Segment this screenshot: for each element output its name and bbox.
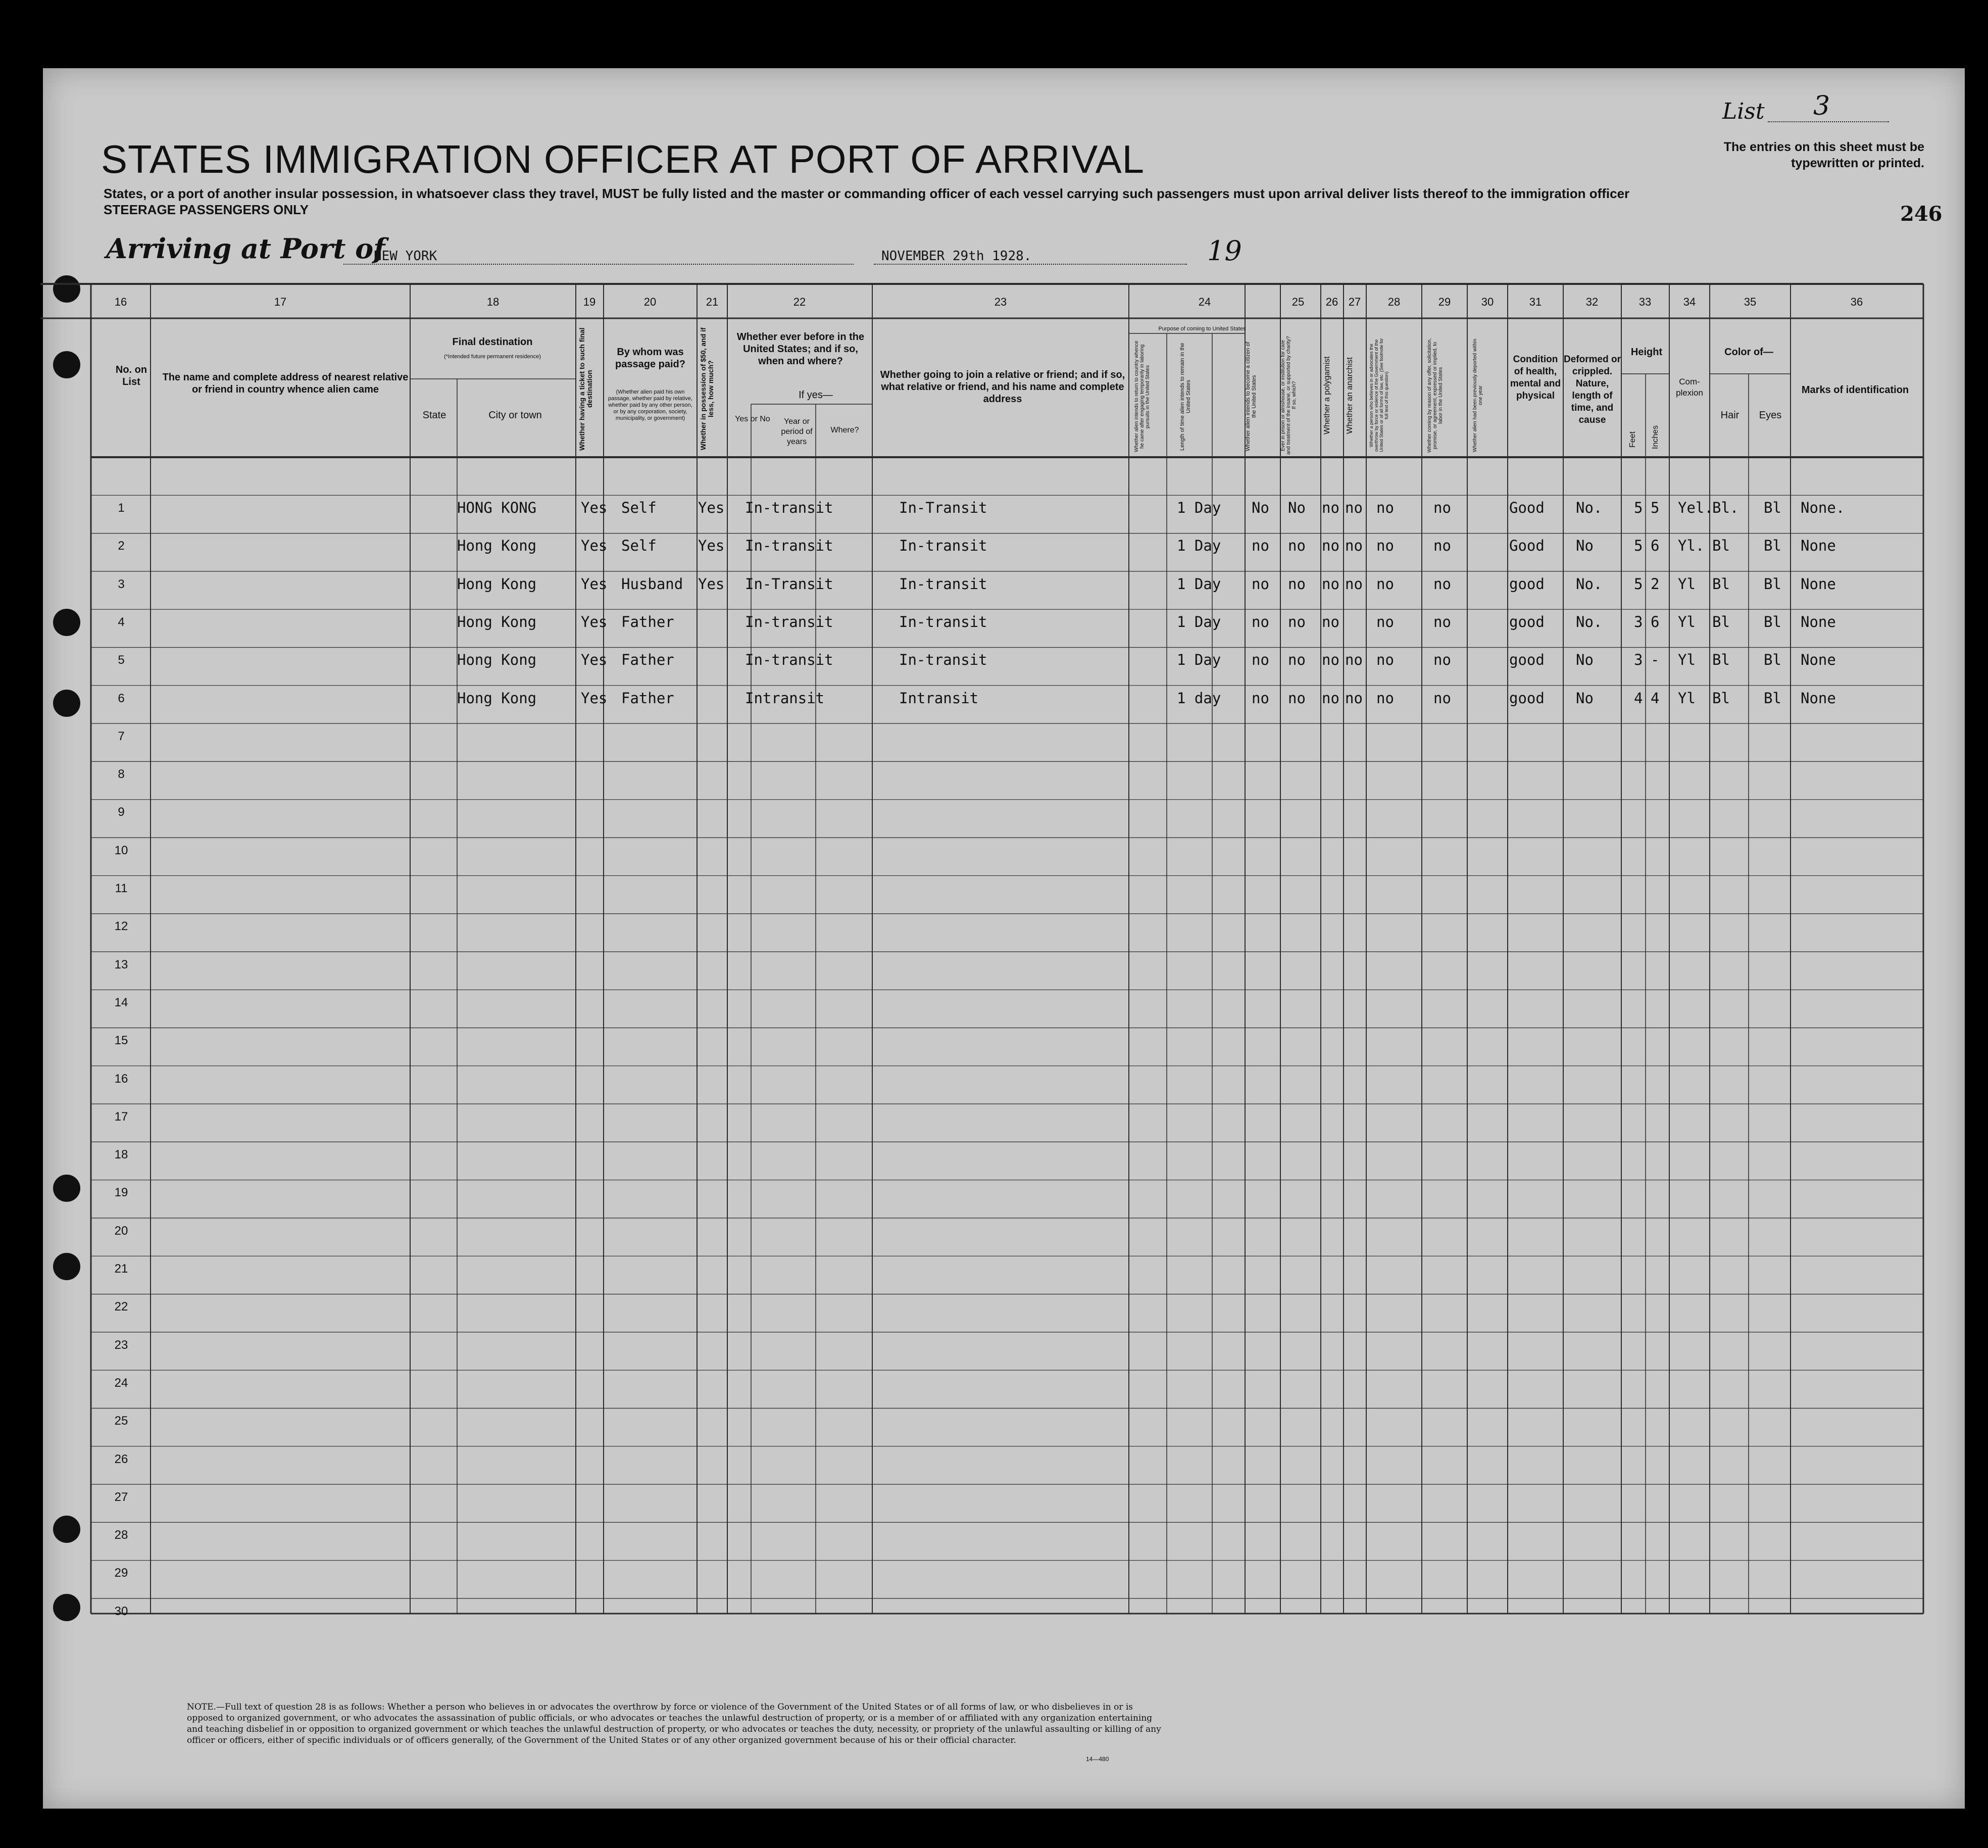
cell-marks: None: [1801, 575, 1836, 593]
cell-deformed: No.: [1576, 575, 1603, 593]
cell-eyes: Bl: [1764, 613, 1781, 630]
column-number: 20: [643, 296, 657, 308]
year-suffix: 19: [1207, 235, 1242, 267]
cell-city: Hong Kong: [457, 613, 537, 630]
cell-feet: 4: [1634, 689, 1643, 707]
cell-feet: 5: [1634, 575, 1643, 593]
cell-before: In-transit: [745, 651, 833, 669]
header-complexion: Com-plexion: [1676, 377, 1703, 398]
cell-citizen: no: [1252, 689, 1269, 707]
row-number: 26: [114, 1452, 128, 1466]
header-deformed: Deformed or crippled. Nature, length of time, and cause: [1564, 354, 1621, 425]
cell-before: In-Transit: [745, 575, 833, 593]
cell-city: Hong Kong: [457, 537, 537, 555]
cell-join: In-transit: [899, 537, 987, 555]
cell-condition: good: [1509, 689, 1545, 707]
cell-city: HONG KONG: [457, 499, 537, 516]
cell-paid: Self: [621, 537, 657, 555]
cell-complexion: Yl: [1678, 651, 1696, 669]
cell-join: Intransit: [899, 689, 979, 707]
header-passage-paid: By whom was passage paid?: [615, 347, 685, 370]
cell-deformed: No.: [1576, 613, 1603, 630]
header-overthrow: Whether a person who believes in or advocates the overthrow by force or violence of the Government of the United States or of all forms of law, etc. (See footnote for full text of this question): [1369, 338, 1389, 453]
header-prison: Ever in prison or almshouse, or institution for care and treatment of the insane, or supported by charity? If so, which?: [1280, 336, 1297, 455]
row-number: 18: [114, 1148, 128, 1162]
port-value: NEW YORK: [374, 249, 437, 264]
row-number: 7: [118, 729, 125, 743]
cell-inches: -: [1651, 651, 1660, 669]
column-number: 30: [1481, 296, 1494, 308]
cell-feet: 3: [1634, 651, 1643, 669]
cell-hair: Bl: [1712, 537, 1730, 555]
cell-paid: Husband: [621, 575, 683, 593]
header-final-destination: Final destination: [452, 336, 533, 348]
cell-prison: no: [1288, 651, 1306, 669]
row-number: 30: [114, 1604, 128, 1618]
cell-marks: None: [1801, 651, 1836, 669]
row-number: 29: [114, 1566, 128, 1580]
cell-fifty: Yes: [698, 575, 725, 593]
cell-city: Hong Kong: [457, 689, 537, 707]
cell-prison: No: [1288, 499, 1306, 516]
header-anarchist: Whether an anarchist: [1346, 357, 1354, 434]
cell-inches: 2: [1651, 575, 1660, 593]
row-number: 16: [114, 1072, 128, 1086]
header-color-of: Color of—: [1724, 347, 1773, 358]
header-deported: Whether alien had been previously deported within one year: [1472, 338, 1483, 452]
form-number: 14—480: [1086, 1756, 1109, 1763]
row-number: 24: [114, 1376, 128, 1390]
cell-poly: no: [1322, 689, 1339, 707]
header-condition: Condition of health, mental and physical: [1510, 354, 1561, 401]
cell-inches: 6: [1651, 613, 1660, 630]
cell-paid: Father: [621, 613, 674, 630]
column-number: 33: [1638, 296, 1652, 308]
cell-length: 1 Day: [1177, 537, 1221, 555]
cell-length: 1 Day: [1177, 651, 1221, 669]
row-number: 28: [114, 1528, 128, 1542]
cell-deformed: No: [1576, 651, 1594, 669]
cell-anarch: no: [1345, 689, 1363, 707]
cell-hair: Bl.: [1712, 499, 1739, 516]
cell-contract: no: [1433, 537, 1451, 555]
cell-deformed: No.: [1576, 499, 1603, 516]
row-number: 19: [114, 1186, 128, 1200]
cell-ticket: Yes: [581, 499, 608, 516]
row-number: 17: [114, 1109, 128, 1124]
row-number: 2: [118, 539, 125, 553]
cell-overthrow: no: [1376, 689, 1394, 707]
cell-contract: no: [1433, 613, 1451, 630]
cell-citizen: no: [1252, 651, 1269, 669]
cell-condition: good: [1509, 651, 1545, 669]
cell-poly: no: [1322, 537, 1339, 555]
row-number: 12: [114, 919, 128, 934]
arriving-label: Arriving at Port of: [106, 232, 385, 265]
header-citizen-intent: Whether alien intends to become a citizen of the United States: [1245, 342, 1257, 452]
cell-complexion: Yl: [1678, 575, 1696, 593]
cell-poly: no: [1322, 651, 1339, 669]
cell-contract: no: [1433, 499, 1451, 516]
header-length-of-time: Length of time alien intends to remain in the United States: [1179, 343, 1191, 451]
column-number: 31: [1529, 296, 1542, 308]
cell-inches: 5: [1651, 499, 1660, 516]
cell-city: Hong Kong: [457, 651, 537, 669]
cell-length: 1 Day: [1177, 575, 1221, 593]
header-contract: Whether coming by reason of any offer, solicitation, promise, or agreement, expressed or implied, to labor in the United States: [1427, 338, 1444, 453]
cell-inches: 4: [1651, 689, 1660, 707]
cell-ticket: Yes: [581, 613, 608, 630]
cell-join: In-transit: [899, 575, 987, 593]
row-number: 5: [118, 653, 125, 667]
cell-marks: None.: [1801, 499, 1845, 516]
cell-overthrow: no: [1376, 537, 1394, 555]
cell-join: In-transit: [899, 651, 987, 669]
column-number: 34: [1683, 296, 1696, 308]
header-eyes: Eyes: [1759, 410, 1782, 421]
cell-citizen: no: [1252, 613, 1269, 630]
steerage-label: STEERAGE PASSENGERS ONLY: [104, 202, 309, 217]
header-yes-or-no: Yes or No: [735, 415, 770, 423]
cell-condition: Good: [1509, 537, 1545, 555]
cell-marks: None: [1801, 613, 1836, 630]
row-number: 6: [118, 691, 125, 705]
row-number: 21: [114, 1262, 128, 1276]
page-number: 246: [1900, 202, 1943, 226]
cell-inches: 6: [1651, 537, 1660, 555]
header-hair: Hair: [1720, 410, 1740, 421]
header-purpose: Purpose of coming to United States: [1158, 326, 1246, 332]
header-inches: Inches: [1651, 425, 1660, 449]
cell-eyes: Bl: [1764, 689, 1781, 707]
cell-anarch: no: [1345, 651, 1363, 669]
cell-paid: Father: [621, 689, 674, 707]
column-number: 26: [1325, 296, 1338, 308]
header-relative-address: The name and complete address of nearest relative or friend in country whence alien came: [162, 372, 409, 395]
header-before-in-us: Whether ever before in the United States; and if so, when and where?: [736, 331, 865, 367]
footnote: NOTE.—Full text of question 28 is as follows: Whether a person who believes in or advocates the overthrow by force or violence of the Government of the United States or of all forms of law, or who disbelieves in or is opposed to organized government, or who advocates the assassination of public officials, or who advocates or teaches the unlawful destruction of property, or is a member of or affiliated with any organization entertaining and teaching disbelief in or opposition to organized government or which teaches the unlawful destruction of property, or who advocates or teaches the duty, necessity, or propriety of the unlawful assaulting or killing of any officer or officers, either of specific individuals or of officers generally, of the Government of the United States or of any other organized government because of his or their official character.: [187, 1702, 1161, 1745]
cell-hair: Bl: [1712, 689, 1730, 707]
cell-overthrow: no: [1376, 499, 1394, 516]
list-label: List: [1722, 99, 1765, 124]
column-number: 21: [706, 296, 719, 308]
row-number: 23: [114, 1338, 128, 1352]
header-height: Height: [1630, 347, 1663, 358]
cell-fifty: Yes: [698, 537, 725, 555]
header-purpose-return: Whether alien intends to return to country whence he came after engaging temporarily in laboring pursuits in the United States: [1134, 341, 1151, 453]
cell-length: 1 Day: [1177, 613, 1221, 630]
cell-contract: no: [1433, 575, 1451, 593]
column-number: 29: [1438, 296, 1451, 308]
header-city: City or town: [488, 410, 542, 421]
cell-overthrow: no: [1376, 613, 1394, 630]
row-number: 25: [114, 1414, 128, 1428]
row-number: 3: [118, 577, 125, 591]
column-number: 32: [1585, 296, 1599, 308]
header-no-on-list: No. on List: [115, 364, 147, 387]
cell-paid: Father: [621, 651, 674, 669]
cell-feet: 5: [1634, 499, 1643, 516]
cell-ticket: Yes: [581, 537, 608, 555]
cell-city: Hong Kong: [457, 575, 537, 593]
header-joining-relative: Whether going to join a relative or friend; and if so, what relative or friend, and his name and complete address: [880, 369, 1125, 405]
cell-before: In-transit: [745, 537, 833, 555]
header-marks: Marks of identification: [1801, 384, 1909, 396]
cell-poly: no: [1322, 575, 1339, 593]
column-number: 23: [994, 296, 1007, 308]
cell-contract: no: [1433, 689, 1451, 707]
header-if-yes: If yes—: [799, 390, 833, 401]
cell-eyes: Bl: [1764, 575, 1781, 593]
header-polygamist: Whether a polygamist: [1323, 356, 1331, 434]
row-number: 4: [118, 615, 125, 629]
date-value: NOVEMBER 29th 1928.: [881, 249, 1032, 264]
row-number: 13: [114, 957, 128, 971]
cell-overthrow: no: [1376, 651, 1394, 669]
header-where: Where?: [830, 426, 859, 434]
cell-hair: Bl: [1712, 575, 1730, 593]
row-number: 15: [114, 1034, 128, 1048]
cell-complexion: Yl.: [1678, 537, 1705, 555]
row-number: 27: [114, 1490, 128, 1504]
cell-complexion: Yel.: [1678, 499, 1713, 516]
cell-anarch: no: [1345, 575, 1363, 593]
header-ticket: Whether having a ticket to such final destination: [578, 327, 593, 451]
cell-prison: no: [1288, 537, 1306, 555]
cell-marks: None: [1801, 689, 1836, 707]
cell-before: Intransit: [745, 689, 825, 707]
cell-ticket: Yes: [581, 651, 608, 669]
cell-poly: no: [1322, 613, 1339, 630]
cell-eyes: Bl: [1764, 499, 1781, 516]
column-number: 22: [793, 296, 806, 308]
cell-prison: no: [1288, 613, 1306, 630]
cell-eyes: Bl: [1764, 651, 1781, 669]
page-title: STATES IMMIGRATION OFFICER AT PORT OF ARRIVAL: [101, 137, 1145, 181]
cell-anarch: no: [1345, 499, 1363, 516]
page-subtitle: States, or a port of another insular possession, in whatsoever class they travel, MUST be fully listed and the master or commanding officer of each vessel carrying such passengers must upon arrival deliver lists thereof to the immigration officer: [104, 186, 1630, 201]
column-number: 36: [1850, 296, 1863, 308]
cell-prison: no: [1288, 689, 1306, 707]
cell-complexion: Yl: [1678, 613, 1696, 630]
header-year-period: Year or period of years: [781, 417, 813, 446]
column-number: 28: [1387, 296, 1401, 308]
column-number: 25: [1291, 296, 1305, 308]
cell-feet: 5: [1634, 537, 1643, 555]
header-passage-paid-note: (Whether alien paid his own passage, whether paid by relative, whether paid by any other person, or by any corporation, society, municipality, or government): [608, 389, 692, 421]
cell-before: In-transit: [745, 613, 833, 630]
cell-condition: Good: [1509, 499, 1545, 516]
cell-paid: Self: [621, 499, 657, 516]
cell-join: In-transit: [899, 613, 987, 630]
cell-ticket: Yes: [581, 689, 608, 707]
header-fifty-dollars: Whether in possession of $50, and if less, how much?: [699, 327, 715, 451]
entries-note: The entries on this sheet must be typewritten or printed.: [1723, 140, 1924, 170]
column-number: 16: [114, 296, 127, 308]
column-number: 19: [583, 296, 596, 308]
cell-contract: no: [1433, 651, 1451, 669]
cell-citizen: No: [1252, 499, 1269, 516]
row-number: 9: [118, 805, 125, 819]
cell-citizen: no: [1252, 537, 1269, 555]
cell-before: In-transit: [745, 499, 833, 516]
cell-citizen: no: [1252, 575, 1269, 593]
cell-overthrow: no: [1376, 575, 1394, 593]
cell-condition: good: [1509, 575, 1545, 593]
column-number: 35: [1744, 296, 1757, 308]
cell-poly: no: [1322, 499, 1339, 516]
cell-ticket: Yes: [581, 575, 608, 593]
cell-length: 1 Day: [1177, 499, 1221, 516]
row-number: 20: [114, 1224, 128, 1238]
cell-deformed: No: [1576, 537, 1594, 555]
cell-hair: Bl: [1712, 651, 1730, 669]
cell-eyes: Bl: [1764, 537, 1781, 555]
cell-length: 1 day: [1177, 689, 1221, 707]
header-state: State: [422, 410, 446, 421]
row-number: 11: [115, 882, 128, 895]
header-final-destination-note: (*Intended future permanent residence): [443, 354, 541, 360]
header-feet: Feet: [1628, 431, 1637, 448]
cell-prison: no: [1288, 575, 1306, 593]
column-number: 27: [1348, 296, 1361, 308]
column-number: 24: [1198, 296, 1211, 308]
row-number: 8: [118, 767, 125, 782]
row-number: 14: [114, 995, 128, 1009]
list-number: 3: [1813, 91, 1830, 121]
cell-feet: 3: [1634, 613, 1643, 630]
row-number: 1: [118, 501, 125, 515]
cell-hair: Bl: [1712, 613, 1730, 630]
cell-fifty: Yes: [698, 499, 725, 516]
row-number: 22: [114, 1300, 128, 1314]
row-number: 10: [114, 843, 128, 857]
cell-complexion: Yl: [1678, 689, 1696, 707]
cell-join: In-Transit: [899, 499, 987, 516]
cell-anarch: no: [1345, 537, 1363, 555]
column-number: 18: [486, 296, 500, 308]
column-number: 17: [274, 296, 287, 308]
cell-condition: good: [1509, 613, 1545, 630]
cell-deformed: No: [1576, 689, 1594, 707]
cell-marks: None: [1801, 537, 1836, 555]
